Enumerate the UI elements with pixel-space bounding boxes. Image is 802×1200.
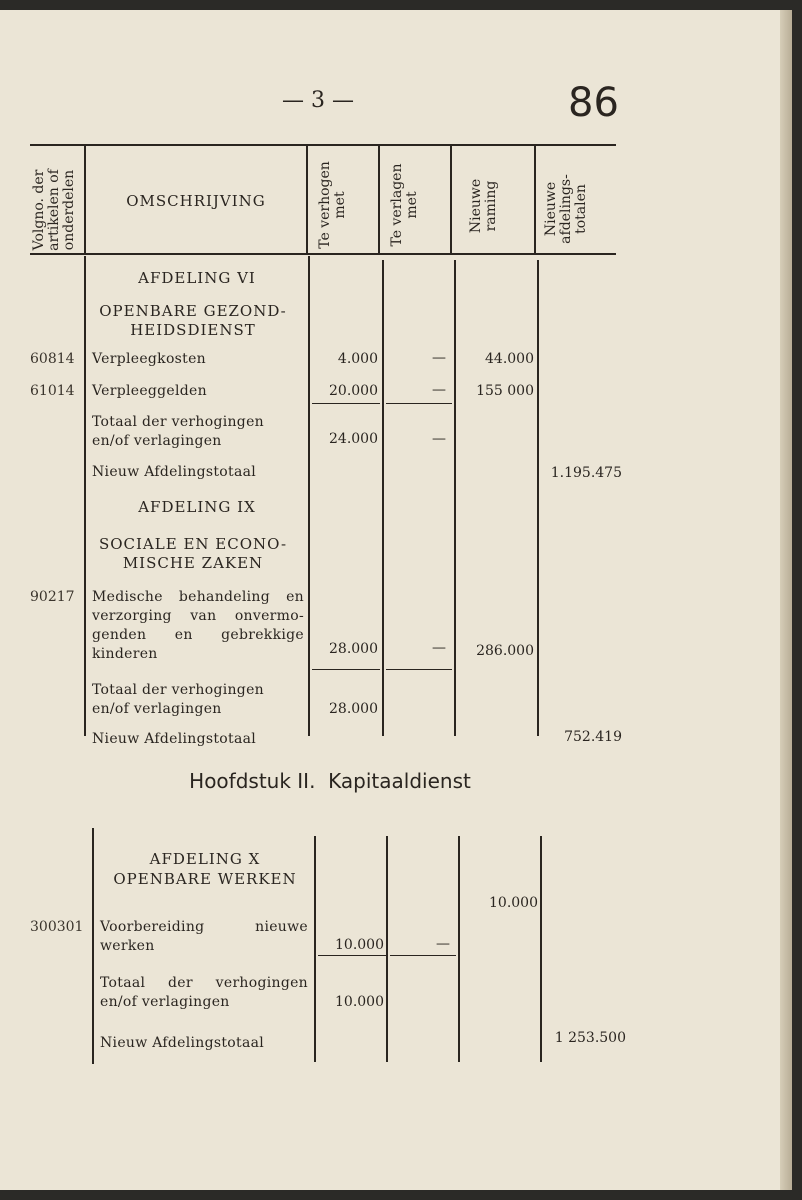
header-decrease: Te verlagen met <box>389 163 420 247</box>
row-code: 61014 <box>30 383 75 399</box>
row-description: Verpleegkosten <box>92 351 206 367</box>
table-top-rule <box>30 144 616 146</box>
total-increase: 24.000 <box>329 431 378 447</box>
page-edge <box>780 10 792 1190</box>
total-label: Totaal der verhogingen en/of verlagingen <box>100 975 308 1010</box>
new-section-total-label: Nieuw Afdelingstotaal <box>92 464 257 480</box>
row-code: 90217 <box>30 589 75 605</box>
section-name: OPENBARE WERKEN <box>113 870 297 888</box>
new-section-total-label: Nieuw Afdelingstotaal <box>92 731 257 747</box>
new-section-total: 1 253.500 <box>554 1030 626 1046</box>
row-new-estimate: 10.000 <box>489 895 538 911</box>
new-section-total-label: Nieuw Afdelingstotaal <box>100 1035 265 1051</box>
row-increase: 28.000 <box>329 641 378 657</box>
header-increase: Te verhogen met <box>317 161 348 249</box>
header-divider <box>378 146 380 254</box>
section-name: OPENBARE GEZOND-HEIDSDIENST <box>99 302 287 339</box>
row-new-estimate: 286.000 <box>476 643 534 659</box>
column-rule <box>537 260 539 736</box>
column-rule <box>458 836 460 1062</box>
document-page <box>0 10 780 1190</box>
sum-rule <box>312 669 380 670</box>
center-page-number: — 3 — <box>282 88 354 113</box>
row-increase: 20.000 <box>329 383 378 399</box>
total-increase: 10.000 <box>335 994 384 1010</box>
header-divider <box>534 146 536 254</box>
row-decrease: — <box>432 350 446 366</box>
chapter-title: Hoofdstuk II. Kapitaaldienst <box>189 769 471 793</box>
row-description: Medische behandeling en verzorging van onvermo-genden en gebrekkige kinderen <box>92 589 304 662</box>
row-description: Voorbereiding nieuwe werken <box>100 919 308 954</box>
header-divider <box>306 146 308 254</box>
row-new-estimate: 44.000 <box>485 351 534 367</box>
header-description: OMSCHRIJVING <box>126 192 266 210</box>
row-new-estimate: 155 000 <box>476 383 534 399</box>
row-code: 60814 <box>30 351 75 367</box>
column-rule <box>382 260 384 736</box>
header-divider <box>450 146 452 254</box>
row-decrease: — <box>436 936 450 952</box>
section-name: SOCIALE EN ECONO-MISCHE ZAKEN <box>98 535 288 572</box>
column-rule <box>308 256 310 736</box>
page-number: 86 <box>568 80 619 126</box>
row-increase: 10.000 <box>335 937 384 953</box>
sum-rule <box>318 955 386 956</box>
total-label: Totaal der verhogingen en/of verlagingen <box>92 682 264 717</box>
header-new-estimate: Nieuwe raming <box>468 178 499 234</box>
total-label: Totaal der verhogingen en/of verlagingen <box>92 414 264 449</box>
column-rule <box>84 256 86 736</box>
sum-rule <box>390 955 456 956</box>
row-increase: 4.000 <box>337 351 378 367</box>
sum-rule <box>312 403 380 404</box>
sum-rule <box>386 403 452 404</box>
section-heading: AFDELING VI <box>138 269 256 287</box>
new-section-total: 1.195.475 <box>550 465 622 481</box>
section-heading: AFDELING X <box>149 850 261 868</box>
header-code: Volgno. der artikelen of onderdelen <box>31 169 77 251</box>
total-increase: 28.000 <box>329 701 378 717</box>
section-heading: AFDELING IX <box>138 498 256 516</box>
header-new-totals: Nieuwe afdelings-totalen <box>543 174 589 244</box>
table-header-rule <box>30 253 616 255</box>
row-code: 300301 <box>30 919 84 935</box>
row-decrease: — <box>432 382 446 398</box>
row-decrease: — <box>432 640 446 656</box>
column-rule <box>540 836 542 1062</box>
new-section-total: 752.419 <box>564 729 622 745</box>
column-rule <box>454 260 456 736</box>
sum-rule <box>386 669 452 670</box>
total-decrease: — <box>432 431 446 447</box>
row-description: Verpleeggelden <box>92 383 207 399</box>
